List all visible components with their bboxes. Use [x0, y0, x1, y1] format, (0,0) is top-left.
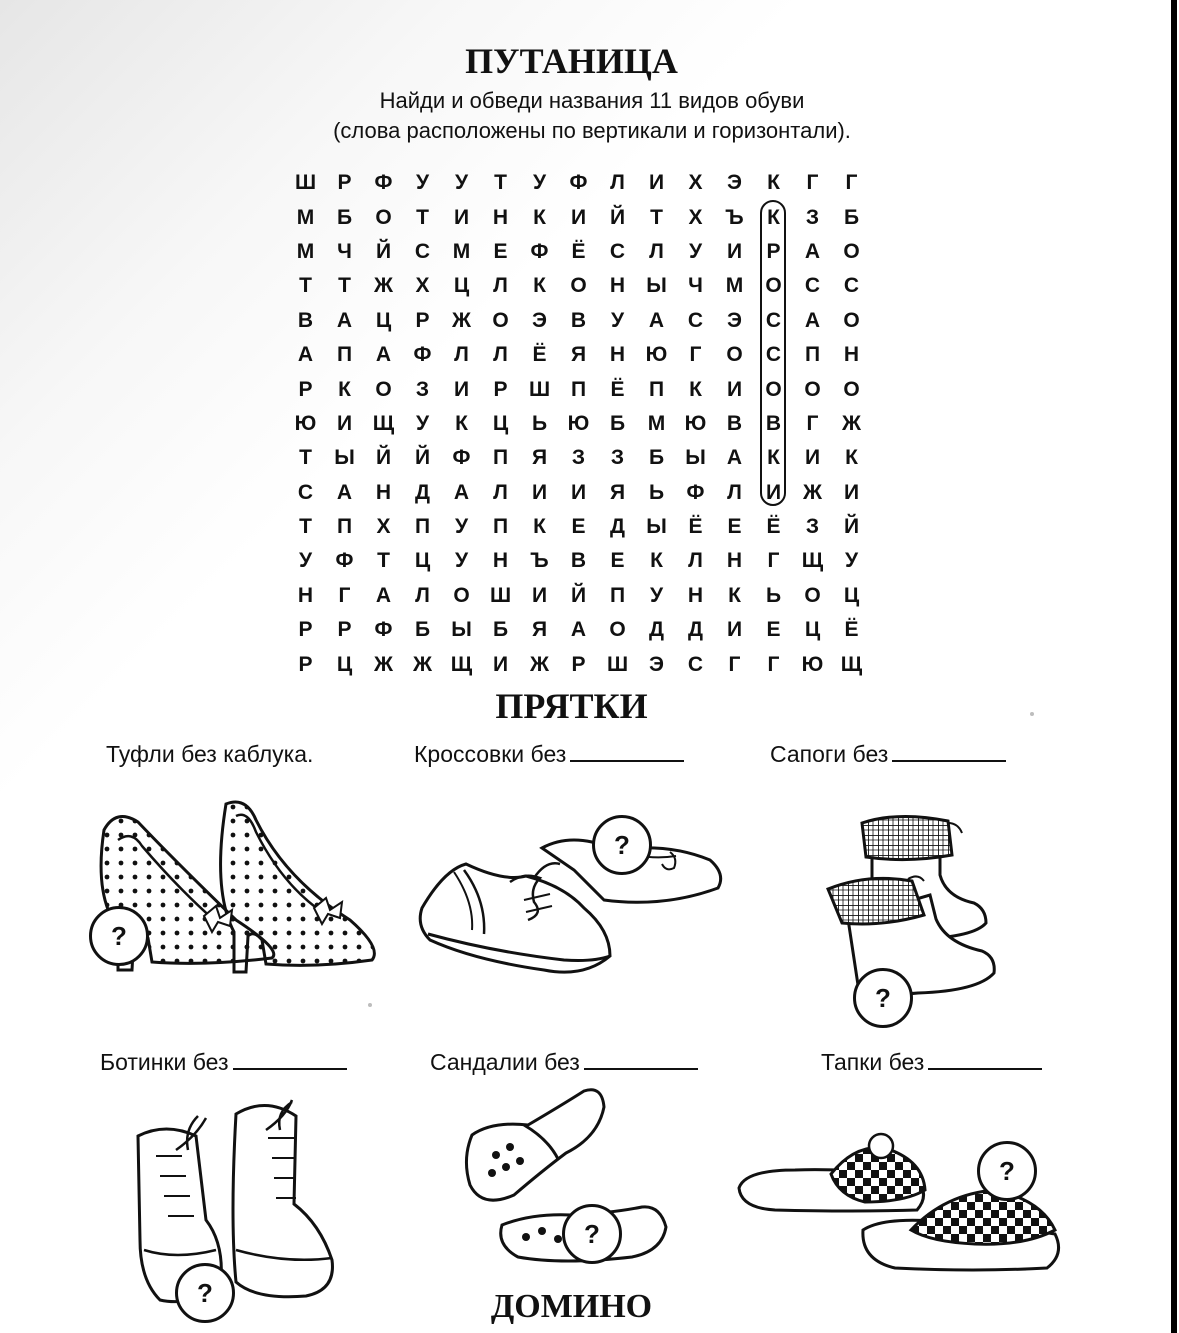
grid-letter[interactable]: С — [804, 274, 821, 298]
section-title-hide-and-seek: ПРЯТКИ — [495, 686, 648, 726]
grid-letter[interactable]: С — [765, 308, 782, 332]
grid-letter[interactable]: З — [610, 446, 625, 470]
grid-letter[interactable]: У — [844, 549, 859, 573]
grid-letter[interactable]: Х — [688, 171, 703, 195]
grid-letter[interactable]: П — [609, 583, 626, 607]
found-word-outline — [760, 200, 786, 506]
grid-letter[interactable]: Ж — [413, 652, 432, 676]
grid-letter[interactable]: Н — [609, 343, 626, 367]
grid-letter[interactable]: А — [336, 480, 353, 504]
grid-letter[interactable]: М — [296, 205, 315, 229]
grid-letter[interactable]: И — [531, 583, 548, 607]
grid-letter[interactable]: Р — [493, 377, 508, 401]
grid-letter[interactable]: Ж — [842, 411, 861, 435]
grid-letter[interactable]: Э — [727, 308, 742, 332]
grid-letter[interactable]: И — [453, 205, 470, 229]
grid-letter[interactable]: Л — [493, 343, 508, 367]
caption-slippers-text: Тапки без — [821, 1049, 925, 1075]
grid-letter[interactable]: В — [297, 308, 314, 332]
grid-letter[interactable]: Л — [493, 480, 508, 504]
grid-letter[interactable]: Р — [298, 652, 313, 676]
grid-letter[interactable]: Ж — [374, 652, 393, 676]
answer-blank[interactable] — [584, 1050, 698, 1070]
grid-letter[interactable]: И — [453, 377, 470, 401]
answer-blank[interactable] — [233, 1050, 347, 1070]
grid-letter[interactable]: О — [843, 239, 860, 263]
grid-letter[interactable]: И — [648, 171, 665, 195]
grid-letter[interactable]: Ё — [844, 618, 859, 642]
grid-letter[interactable]: У — [532, 171, 547, 195]
grid-letter[interactable]: Г — [338, 583, 351, 607]
grid-letter[interactable]: Р — [337, 171, 352, 195]
grid-letter[interactable]: О — [765, 274, 782, 298]
question-badge[interactable]: ? — [977, 1141, 1037, 1201]
grid-letter[interactable]: Э — [649, 652, 664, 676]
grid-letter[interactable]: О — [375, 377, 392, 401]
answer-blank[interactable] — [892, 742, 1006, 762]
grid-letter[interactable]: О — [492, 308, 509, 332]
grid-letter[interactable]: Е — [727, 515, 742, 539]
grid-letter[interactable]: Т — [299, 274, 312, 298]
grid-letter[interactable]: В — [765, 411, 782, 435]
grid-letter[interactable]: Ф — [686, 480, 705, 504]
grid-letter[interactable]: Ы — [334, 446, 355, 470]
grid-letter[interactable]: П — [492, 515, 509, 539]
question-badge[interactable]: ? — [175, 1263, 235, 1323]
grid-letter[interactable]: А — [570, 618, 587, 642]
grid-letter[interactable]: Ш — [489, 583, 512, 607]
grid-letter[interactable]: С — [687, 652, 704, 676]
grid-letter[interactable]: Г — [689, 343, 702, 367]
question-badge[interactable]: ? — [592, 815, 652, 875]
grid-letter[interactable]: Ч — [337, 239, 352, 263]
grid-letter[interactable]: Б — [492, 618, 509, 642]
question-badge[interactable]: ? — [562, 1204, 622, 1264]
caption-shoes-text: Туфли без каблука. — [106, 741, 314, 767]
grid-letter[interactable]: Ь — [765, 583, 782, 607]
grid-letter[interactable]: Э — [727, 171, 742, 195]
grid-letter[interactable]: М — [296, 239, 315, 263]
grid-letter[interactable]: И — [570, 480, 587, 504]
grid-letter[interactable]: У — [298, 549, 313, 573]
grid-letter[interactable]: Х — [376, 515, 391, 539]
grid-letter[interactable]: Щ — [840, 652, 863, 676]
grid-letter[interactable]: Ф — [452, 446, 471, 470]
question-badge[interactable]: ? — [853, 968, 913, 1028]
grid-letter[interactable]: К — [455, 411, 468, 435]
grid-letter[interactable]: Ы — [451, 618, 472, 642]
grid-letter[interactable]: Е — [766, 618, 781, 642]
grid-letter[interactable]: У — [454, 515, 469, 539]
grid-letter[interactable]: Т — [338, 274, 351, 298]
grid-letter[interactable]: Ё — [688, 515, 703, 539]
caption-boots — [770, 741, 1006, 768]
grid-letter[interactable]: У — [454, 549, 469, 573]
caption-sandals-text: Сандалии без — [430, 1049, 580, 1075]
grid-letter[interactable]: С — [687, 308, 704, 332]
grid-letter[interactable]: Ы — [646, 274, 667, 298]
grid-letter[interactable]: Н — [609, 274, 626, 298]
answer-blank[interactable] — [928, 1050, 1042, 1070]
sneakers-illustration — [414, 830, 729, 980]
grid-letter[interactable]: Й — [414, 446, 431, 470]
grid-letter[interactable]: П — [414, 515, 431, 539]
worksheet-title: ПУТАНИЦА — [465, 41, 678, 81]
grid-letter[interactable]: П — [570, 377, 587, 401]
grid-letter[interactable]: Ы — [646, 515, 667, 539]
grid-letter[interactable]: Ё — [532, 343, 547, 367]
grid-letter[interactable]: У — [610, 308, 625, 332]
grid-letter[interactable]: А — [375, 583, 392, 607]
grid-letter[interactable]: К — [533, 205, 546, 229]
grid-letter[interactable]: У — [415, 171, 430, 195]
grid-letter[interactable]: О — [765, 377, 782, 401]
boots-illustration — [828, 815, 1000, 1005]
grid-letter[interactable]: М — [647, 411, 666, 435]
grid-letter[interactable]: Й — [570, 583, 587, 607]
grid-letter[interactable]: У — [415, 411, 430, 435]
grid-letter[interactable]: А — [453, 480, 470, 504]
ankle-boots-icon — [136, 1100, 346, 1315]
grid-letter[interactable]: А — [336, 308, 353, 332]
grid-letter[interactable]: И — [336, 411, 353, 435]
grid-letter[interactable]: Ф — [530, 239, 549, 263]
grid-letter[interactable]: Ф — [335, 549, 354, 573]
grid-letter[interactable]: К — [533, 515, 546, 539]
grid-letter[interactable]: Щ — [450, 652, 473, 676]
grid-letter[interactable]: Н — [375, 480, 392, 504]
grid-letter[interactable]: А — [804, 308, 821, 332]
grid-letter[interactable]: Б — [336, 205, 353, 229]
caption-ankle-boots — [100, 1049, 347, 1076]
grid-letter[interactable]: Т — [299, 446, 312, 470]
grid-letter[interactable]: Д — [415, 480, 430, 504]
grid-letter[interactable]: О — [804, 583, 821, 607]
grid-letter[interactable]: И — [726, 377, 743, 401]
instructions — [0, 86, 1179, 146]
grid-letter[interactable]: Ы — [685, 446, 706, 470]
grid-letter[interactable]: Р — [415, 308, 430, 332]
grid-letter[interactable]: В — [570, 308, 587, 332]
grid-letter[interactable]: И — [843, 480, 860, 504]
grid-letter[interactable]: Ш — [528, 377, 551, 401]
grid-letter[interactable]: Н — [297, 583, 314, 607]
section-title-domino: ДОМИНО — [490, 1288, 653, 1325]
grid-letter[interactable]: Ц — [336, 652, 353, 676]
grid-letter[interactable]: О — [375, 205, 392, 229]
grid-letter[interactable]: О — [609, 618, 626, 642]
grid-letter[interactable]: П — [492, 446, 509, 470]
grid-letter[interactable]: Р — [571, 652, 586, 676]
grid-letter[interactable]: Г — [767, 549, 780, 573]
grid-letter[interactable]: Т — [377, 549, 390, 573]
grid-letter[interactable]: А — [804, 239, 821, 263]
grid-letter[interactable]: Ц — [453, 274, 470, 298]
grid-letter[interactable]: Т — [494, 171, 507, 195]
grid-letter[interactable]: Й — [609, 205, 626, 229]
grid-letter[interactable]: Л — [415, 583, 430, 607]
grid-letter[interactable]: Т — [299, 515, 312, 539]
grid-letter[interactable]: Ь — [648, 480, 665, 504]
grid-letter[interactable]: Й — [375, 446, 392, 470]
grid-letter[interactable]: Я — [531, 618, 548, 642]
grid-letter[interactable]: Ж — [530, 652, 549, 676]
grid-letter[interactable]: З — [805, 515, 820, 539]
grid-letter[interactable]: С — [609, 239, 626, 263]
grid-letter[interactable]: Б — [609, 411, 626, 435]
grid-letter[interactable]: Х — [688, 205, 703, 229]
instructions-line-2: (слова расположены по вертикали и горизонтали). — [333, 118, 851, 143]
grid-letter[interactable]: О — [726, 343, 743, 367]
grid-letter[interactable]: Э — [532, 308, 547, 332]
grid-letter[interactable]: П — [336, 515, 353, 539]
grid-letter[interactable]: И — [765, 480, 782, 504]
grid-letter[interactable]: Н — [687, 583, 704, 607]
grid-letter[interactable]: К — [650, 549, 663, 573]
grid-letter[interactable]: Ц — [843, 583, 860, 607]
answer-blank[interactable] — [570, 742, 684, 762]
question-badge[interactable]: ? — [89, 906, 149, 966]
grid-letter[interactable]: Я — [531, 446, 548, 470]
grid-letter[interactable]: Р — [298, 377, 313, 401]
grid-letter[interactable]: С — [414, 239, 431, 263]
grid-letter[interactable]: П — [804, 343, 821, 367]
grid-letter[interactable]: Ш — [294, 171, 317, 195]
grid-letter[interactable]: М — [452, 239, 471, 263]
ankle-boots-illustration — [136, 1100, 346, 1315]
grid-letter[interactable]: Р — [337, 618, 352, 642]
grid-letter[interactable]: Ю — [684, 411, 707, 435]
grid-letter[interactable]: Р — [298, 618, 313, 642]
grid-letter[interactable]: Ш — [606, 652, 629, 676]
grid-letter[interactable]: К — [767, 446, 780, 470]
grid-letter[interactable]: Щ — [801, 549, 824, 573]
grid-letter[interactable]: Б — [843, 205, 860, 229]
grid-letter[interactable]: Х — [415, 274, 430, 298]
grid-letter[interactable]: И — [531, 480, 548, 504]
grid-letter[interactable]: Л — [454, 343, 469, 367]
sneakers-icon — [414, 830, 729, 980]
grid-letter[interactable]: Н — [843, 343, 860, 367]
grid-letter[interactable]: И — [726, 239, 743, 263]
grid-letter[interactable]: Ю — [645, 343, 668, 367]
grid-letter[interactable]: Г — [806, 171, 819, 195]
caption-sandals — [430, 1049, 698, 1076]
grid-letter[interactable]: В — [570, 549, 587, 573]
grid-letter[interactable]: С — [843, 274, 860, 298]
grid-letter[interactable]: О — [843, 377, 860, 401]
grid-letter[interactable]: Л — [688, 549, 703, 573]
grid-letter[interactable]: Т — [650, 205, 663, 229]
caption-sneakers — [414, 741, 684, 768]
grid-letter[interactable]: О — [453, 583, 470, 607]
grid-letter[interactable]: Д — [610, 515, 625, 539]
grid-letter[interactable]: Ъ — [530, 549, 549, 573]
grid-letter[interactable]: Ч — [688, 274, 703, 298]
grid-letter[interactable]: Ь — [531, 411, 548, 435]
grid-letter[interactable]: Ю — [801, 652, 824, 676]
grid-letter[interactable]: Б — [648, 446, 665, 470]
grid-letter[interactable]: Ц — [375, 308, 392, 332]
grid-letter[interactable]: Ё — [571, 239, 586, 263]
grid-letter[interactable]: Ф — [374, 618, 393, 642]
grid-letter[interactable]: Ц — [414, 549, 431, 573]
grid-letter[interactable]: Ц — [492, 411, 509, 435]
grid-letter[interactable]: У — [688, 239, 703, 263]
caption-shoes — [106, 741, 313, 768]
caption-boots-text: Сапоги без — [770, 741, 889, 767]
grid-letter[interactable]: А — [375, 343, 392, 367]
grid-letter[interactable]: Й — [375, 239, 392, 263]
grid-letter[interactable]: Д — [688, 618, 703, 642]
grid-letter[interactable]: Л — [493, 274, 508, 298]
grid-letter[interactable]: Ф — [413, 343, 432, 367]
grid-letter[interactable]: Н — [492, 205, 509, 229]
grid-letter[interactable]: К — [767, 205, 780, 229]
grid-letter[interactable]: Ж — [452, 308, 471, 332]
grid-letter[interactable]: Ж — [803, 480, 822, 504]
grid-letter[interactable]: Е — [571, 515, 586, 539]
grid-letter[interactable]: И — [570, 205, 587, 229]
grid-letter[interactable]: Я — [609, 480, 626, 504]
grid-letter[interactable]: С — [297, 480, 314, 504]
instructions-line-1: Найди и обведи названия 11 видов обуви — [379, 88, 805, 113]
grid-letter[interactable]: О — [804, 377, 821, 401]
grid-letter[interactable]: М — [725, 274, 744, 298]
caption-slippers — [821, 1049, 1042, 1076]
grid-letter[interactable]: З — [571, 446, 586, 470]
grid-letter[interactable]: К — [533, 274, 546, 298]
grid-letter[interactable]: Ю — [294, 411, 317, 435]
caption-sneakers-text: Кроссовки без — [414, 741, 567, 767]
grid-letter[interactable]: К — [728, 583, 741, 607]
grid-letter[interactable]: К — [845, 446, 858, 470]
grid-letter[interactable]: У — [649, 583, 664, 607]
grid-letter[interactable]: О — [843, 308, 860, 332]
grid-letter[interactable]: Г — [845, 171, 858, 195]
grid-letter[interactable]: Д — [649, 618, 664, 642]
grid-letter[interactable]: П — [336, 343, 353, 367]
grid-letter[interactable]: Л — [727, 480, 742, 504]
grid-letter[interactable]: И — [726, 618, 743, 642]
grid-letter[interactable]: Ф — [569, 171, 588, 195]
grid-letter[interactable]: В — [726, 411, 743, 435]
grid-letter[interactable]: Н — [726, 549, 743, 573]
grid-letter[interactable]: Г — [806, 411, 819, 435]
grid-letter[interactable]: Н — [492, 549, 509, 573]
grid-letter[interactable]: А — [726, 446, 743, 470]
grid-letter[interactable]: Й — [843, 515, 860, 539]
grid-letter[interactable]: А — [297, 343, 314, 367]
grid-letter[interactable]: Ц — [804, 618, 821, 642]
grid-letter[interactable]: Ё — [610, 377, 625, 401]
print-speck — [368, 1003, 372, 1007]
grid-letter[interactable]: К — [338, 377, 351, 401]
grid-letter[interactable]: Р — [766, 239, 781, 263]
grid-letter[interactable]: Б — [414, 618, 431, 642]
grid-letter[interactable]: Г — [728, 652, 741, 676]
grid-letter[interactable]: Ф — [374, 171, 393, 195]
grid-letter[interactable]: П — [648, 377, 665, 401]
grid-letter[interactable]: И — [492, 652, 509, 676]
grid-letter[interactable]: К — [689, 377, 702, 401]
felt-boots-icon — [828, 815, 1000, 1005]
grid-letter[interactable]: Г — [767, 652, 780, 676]
grid-letter[interactable]: А — [648, 308, 665, 332]
caption-ankle-boots-text: Ботинки без — [100, 1049, 229, 1075]
grid-letter[interactable]: Л — [610, 171, 625, 195]
grid-letter[interactable]: Я — [570, 343, 587, 367]
grid-letter[interactable]: З — [415, 377, 430, 401]
grid-letter[interactable]: Ъ — [725, 205, 744, 229]
grid-letter[interactable]: Т — [416, 205, 429, 229]
grid-letter[interactable]: Щ — [372, 411, 395, 435]
grid-letter[interactable]: У — [454, 171, 469, 195]
grid-letter[interactable]: З — [805, 205, 820, 229]
grid-letter[interactable]: Ю — [567, 411, 590, 435]
grid-letter[interactable]: Ж — [374, 274, 393, 298]
grid-letter[interactable]: С — [765, 343, 782, 367]
grid-letter[interactable]: Ё — [766, 515, 781, 539]
grid-letter[interactable]: Л — [649, 239, 664, 263]
grid-letter[interactable]: О — [570, 274, 587, 298]
grid-letter[interactable]: Е — [493, 239, 508, 263]
grid-letter[interactable]: К — [767, 171, 780, 195]
grid-letter[interactable]: Е — [610, 549, 625, 573]
grid-letter[interactable]: И — [804, 446, 821, 470]
